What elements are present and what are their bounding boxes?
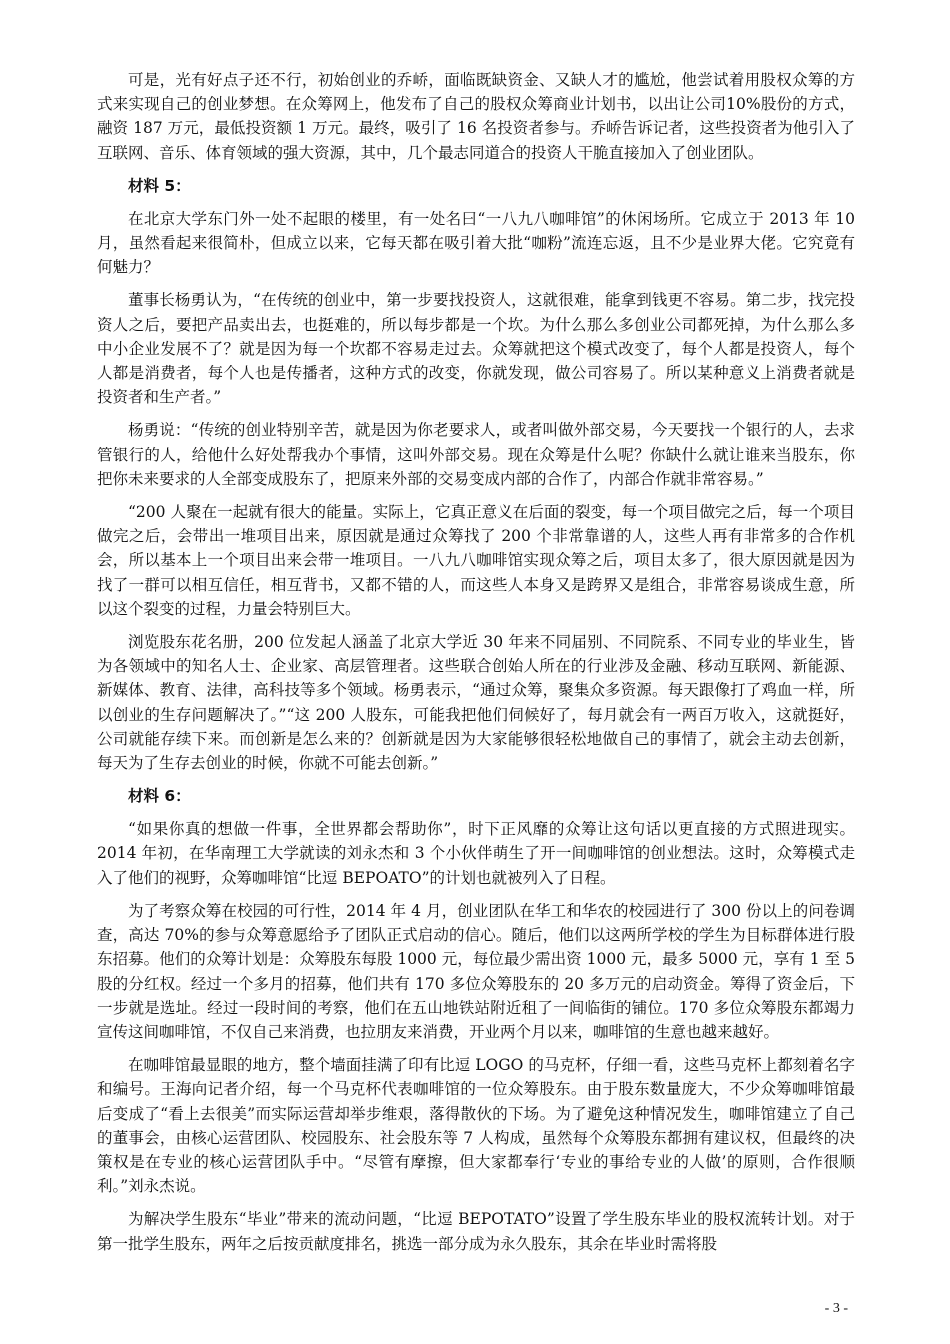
paragraph-survey-plan: 为了考察众筹在校园的可行性，2014 年 4 月，创业团队在华工和华农的校园进行了 300 份以上的问卷调查，高达 70%的参与众筹意愿给予了团队正式启动的信心。随后，他们以这两所学校的学生为目标群体进行股东招募。他们的众筹计划是：众筹股东每股 1000 元，每位最少需出资 1000 元，最多 5000 元，享有 1 至 5 股的分红权。经过一个多月的招募，他们共有 170 多位众筹股东的 20 多万元的启动资金。筹得了资金后，下一步就是选址。经过一段时间的考察，他们在五山地铁站附近租了一间临街的铺位。170 多位众筹股东都竭力宣传这间咖啡馆，不仅自己来消费，也拉朋友来消费，开业两个月以来，咖啡馆的生意也越来越好。 bbox=[97, 901, 855, 1041]
heading-material-6: 材料 6： bbox=[128, 787, 191, 806]
paragraph-1898-cafe: 在北京大学东门外一处不起眼的楼里，有一处名曰“一八九八咖啡馆”的休闲场所。它成立于 2013 年 10 月，虽然看起来很简朴，但成立以来，它每天都在吸引着大批“咖粉”流连忘返，且不少是业界大佬。它究竟有何魅力？ bbox=[97, 209, 855, 277]
paragraph-yang-yong-quote: 杨勇说：“传统的创业特别辛苦，就是因为你老要求人，或者叫做外部交易，今天要找一个银行的人，去求管银行的人，给他什么好处帮我办个事情，这叫外部交易。现在众筹是什么呢？你缺什么就让谁来当股东，你把你未来要求的人全部变成股东了，把原来外部的交易变成内部的合作了，内部合作就非常容易。” bbox=[97, 421, 855, 488]
document-body bbox=[97, 68, 855, 1265]
page-number: - 3 - bbox=[824, 1301, 848, 1316]
paragraph-shareholder-roster: 浏览股东花名册，200 位发起人涵盖了北京大学近 30 年来不同届别、不同院系、不同专业的毕业生，皆为各领域中的知名人士、企业家、高层管理者。这些联合创始人所在的行业涉及金融、移动互联网、新能源、新媒体、教育、法律，高科技等多个领域。杨勇表示，“通过众筹，聚集众多资源。每天跟像打了鸡血一样，所以创业的生存问题解决了。”“这 200 人股东，可能我把他们伺候好了，每月就会有一两百万收入，这就挺好，公司就能存续下来。而创新是怎么来的？创新就是因为大家能够很轻松地做自己的事情了，就会主动去创新，每天为了生存去创业的时候，你就不可能去创新。” bbox=[97, 633, 855, 773]
paragraph-mug-wall: 在咖啡馆最显眼的地方，整个墙面挂满了印有比逗 LOGO 的马克杯，仔细一看，这些马克杯上都刻着名字和编号。王海向记者介绍，每一个马克杯代表咖啡馆的一位众筹股东。由于股东数量庞大，不少众筹咖啡馆最后变成了“看上去很美”而实际运营却举步维艰，落得散伙的下场。为了避免这种情况发生，咖啡馆建立了自己的董事会，由核心运营团队、校园股东、社会股东等 7 人构成，虽然每个众筹股东都拥有建议权，但最终的决策权是在专业的核心运营团队手中。“尽管有摩擦，但大家都奉行‘专业的事给专业的人做’的原则，合作很顺利。”刘永杰说。 bbox=[97, 1056, 855, 1196]
paragraph-200-people: “200 人聚在一起就有很大的能量。实际上，它真正意义在后面的裂变，每一个项目做完之后，每一个项目做完之后，会带出一堆项目出来，原因就是通过众筹找了 200 个非常靠谱的人，这些人再有非常多的合作机会，所以基本上一个项目出来会带一堆项目。一八九八咖啡馆实现众筹之后，项目太多了，很大原因就是因为找了一群可以相互信任，相互背书，又都不错的人，而这些人本身又是跨界又是组合，非常容易谈成生意，所以这个裂变的过程，力量会特别巨大。 bbox=[97, 503, 855, 618]
paragraph-graduation-plan: 为解决学生股东“毕业”带来的流动问题，“比逗 BEPOTATO”设置了学生股东毕业的股权流转计划。对于第一批学生股东，两年之后按贡献度排名，挑选一部分成为永久股东，其余在毕业时需将股 bbox=[97, 1210, 855, 1253]
heading-material-5: 材料 5： bbox=[128, 176, 191, 195]
paragraph-intro: 可是，光有好点子还不行，初始创业的乔峤，面临既缺资金、又缺人才的尴尬，他尝试着用股权众筹的方式来实现自己的创业梦想。在众筹网上，他发布了自己的股权众筹商业计划书，以出让公司10%股份的方式，融资 187 万元，最低投资额 1 万元。最终，吸引了 16 名投资者参与。乔峤告诉记者，这些投资者为他引入了互联网、音乐、体育领域的强大资源，其中，几个最志同道合的投资人干脆直接加入了创业团队。 bbox=[97, 71, 855, 162]
paragraph-yang-yong-view: 董事长杨勇认为，“在传统的创业中，第一步要找投资人，这就很难，能拿到钱更不容易。第二步，找完投资人之后，要把产品卖出去，也挺难的，所以每步都是一个坎。为什么那么多创业公司都死掉，为什么那么多中小企业发展不了？就是因为每一个坎都不容易走过去。众筹就把这个模式改变了，每个人都是投资人，每个人都是消费者，每个人也是传播者，这种方式的改变，你就发现，做公司容易了。所以某种意义上消费者就是投资者和生产者。” bbox=[97, 291, 855, 407]
paragraph-bepoato-intro: “如果你真的想做一件事，全世界都会帮助你”，时下正风靡的众筹让这句话以更直接的方式照进现实。2014 年初，在华南理工大学就读的刘永杰和 3 个小伙伴萌生了开一间咖啡馆的创业想法。这时，众筹模式走入了他们的视野，众筹咖啡馆“比逗 BEPOATO”的计划也就被列入了日程。 bbox=[97, 820, 855, 887]
